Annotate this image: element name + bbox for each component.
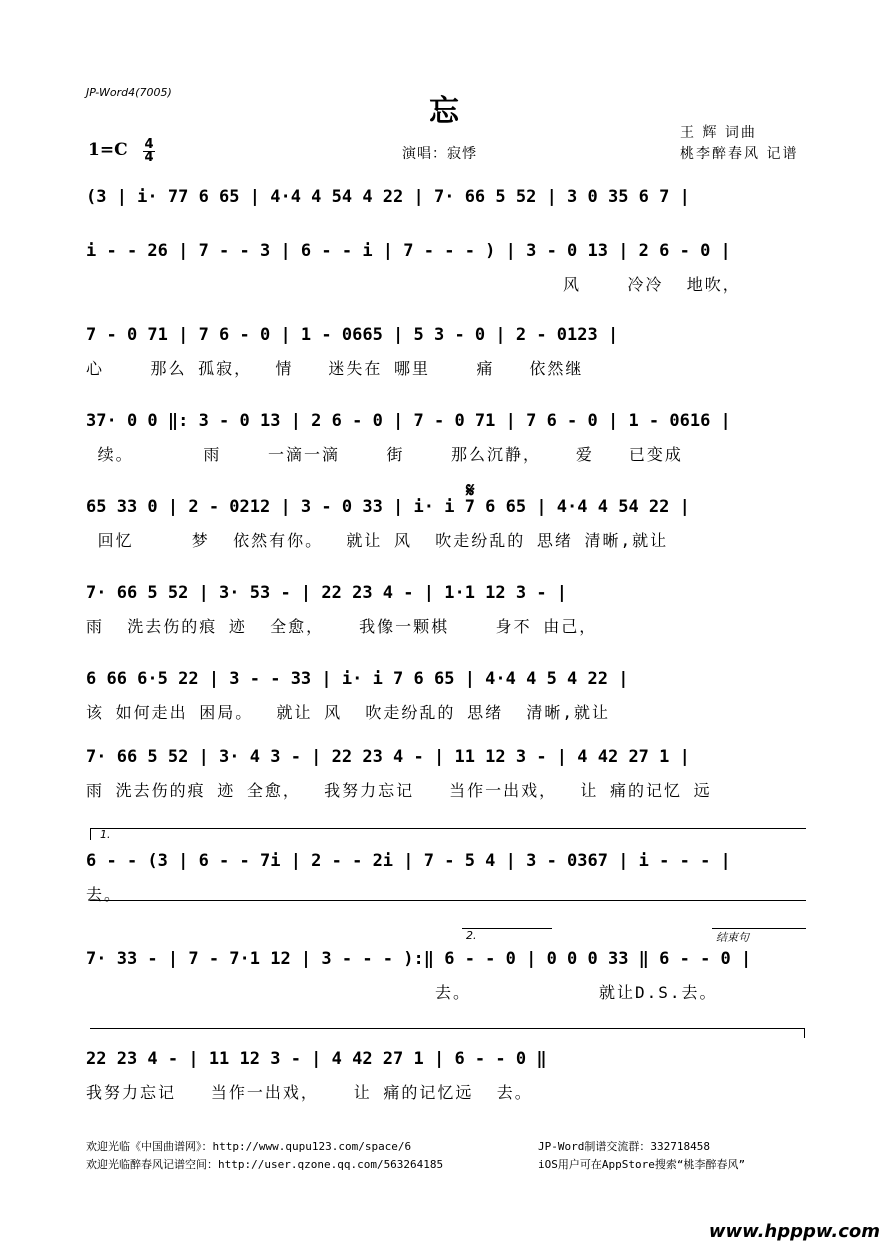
- singer-credit: 演唱：寂悸: [402, 146, 477, 162]
- footer-link-qzone[interactable]: 欢迎光临醉春风记谱空间：http://user.qzone.qq.com/563264185: [86, 1158, 444, 1171]
- lyrics-line: 风 冷冷 地吹，: [86, 275, 741, 294]
- lyrics-line: 该 如何走出 困局。 就让 风 吹走纷乱的 思绪 清晰,就让: [86, 703, 610, 722]
- notes-line: 7 - 0 71 | 7 6 - 0 | 1 - 0665 | 5 3 - 0 | 2 - 0123 |: [86, 325, 619, 345]
- time-bottom: 4: [144, 150, 154, 165]
- notes-line: 7· 33 - | 7 - 7·1 12 | 3 - - - ):‖ 6 - - 0 | 0 0 0 33 ‖ 6 - - 0 |: [86, 949, 752, 969]
- notes-line: i - - 26 | 7 - - 3 | 6 - - i | 7 - - - ) | 3 - 0 13 | 2 6 - 0 |: [86, 241, 731, 261]
- volta-1-label: 1.: [100, 828, 111, 841]
- lyrics-line: 雨 洗去伤的痕 迹 全愈， 我努力忘记 当作一出戏， 让 痛的记忆 远: [86, 781, 712, 800]
- segno-sign: 𝄋: [466, 478, 475, 502]
- notes-line: 37· 0 0 ‖: 3 - 0 13 | 2 6 - 0 | 7 - 0 71 | 7 6 - 0 | 1 - 0616 |: [86, 411, 731, 431]
- footer-appstore-info: iOS用户可在AppStore搜索“桃李醉春风”: [538, 1158, 746, 1171]
- notes-line: 6 66 6·5 22 | 3 - - 33 | i· i 7 6 65 | 4·4 4 5 4 22 |: [86, 669, 629, 689]
- volta-1-line: [90, 828, 806, 829]
- lyrics-line: 我努力忘记 当作一出戏， 让 痛的记忆远 去。: [86, 1083, 533, 1102]
- lyrics-line: 续。 雨 一滴一滴 街 那么沉静， 爱 已变成: [86, 445, 683, 464]
- lyrics-line: 去。 就让D.S.去。: [86, 983, 718, 1002]
- notes-line: 7· 66 5 52 | 3· 53 - | 22 23 4 - | 1·1 12 3 - |: [86, 583, 568, 603]
- transcriber-credit: 桃李醉春风 记谱: [680, 146, 799, 162]
- notes-line: 6 - - (3 | 6 - - 7i | 2 - - 2i | 7 - 5 4 | 3 - 0367 | i - - - |: [86, 851, 731, 871]
- lyrics-line: 回忆 梦 依然有你。 就让 风 吹走纷乱的 思绪 清晰,就让: [86, 531, 669, 550]
- lyrics-line: 雨 洗去伤的痕 迹 全愈， 我像一颗棋 身不 由己，: [86, 617, 598, 636]
- song-title: 忘: [429, 94, 459, 129]
- time-signature: [143, 139, 155, 164]
- volta-1-hook: [90, 828, 91, 840]
- watermark: www.hpppw.com: [708, 1221, 880, 1242]
- lyrics-line: 去。: [86, 885, 123, 904]
- notes-line: (3 | i· 77 6 65 | 4·4 4 54 4 22 | 7· 66 5 52 | 3 0 35 6 7 |: [86, 187, 690, 207]
- time-top: 4: [144, 137, 154, 152]
- volta-2-label: 2.: [466, 929, 477, 942]
- ending-label: 结束句: [716, 931, 749, 944]
- lyrics-line: 心 那么 孤寂， 情 迷失在 哪里 痛 依然继: [86, 359, 584, 378]
- coda-hook: [804, 1028, 805, 1038]
- key-signature: 1=C: [88, 140, 128, 160]
- lyricist-credit: 王 辉 词曲: [680, 125, 757, 141]
- coda-line: [90, 1028, 804, 1029]
- software-label: JP-Word4(7005): [86, 86, 172, 99]
- notes-line: 65 33 0 | 2 - 0212 | 3 - 0 33 | i· i 7 6 65 | 4·4 4 54 22 |: [86, 497, 690, 517]
- notes-line: 22 23 4 - | 11 12 3 - | 4 42 27 1 | 6 - - 0 ‖: [86, 1049, 547, 1069]
- footer-link-qupu[interactable]: 欢迎光临《中国曲谱网》：http://www.qupu123.com/space/6: [86, 1140, 412, 1153]
- footer-group-info: JP-Word制谱交流群：332718458: [538, 1140, 710, 1153]
- notes-line: 7· 66 5 52 | 3· 4 3 - | 22 23 4 - | 11 12 3 - | 4 42 27 1 |: [86, 747, 690, 767]
- volta-1-end-line: [90, 900, 806, 901]
